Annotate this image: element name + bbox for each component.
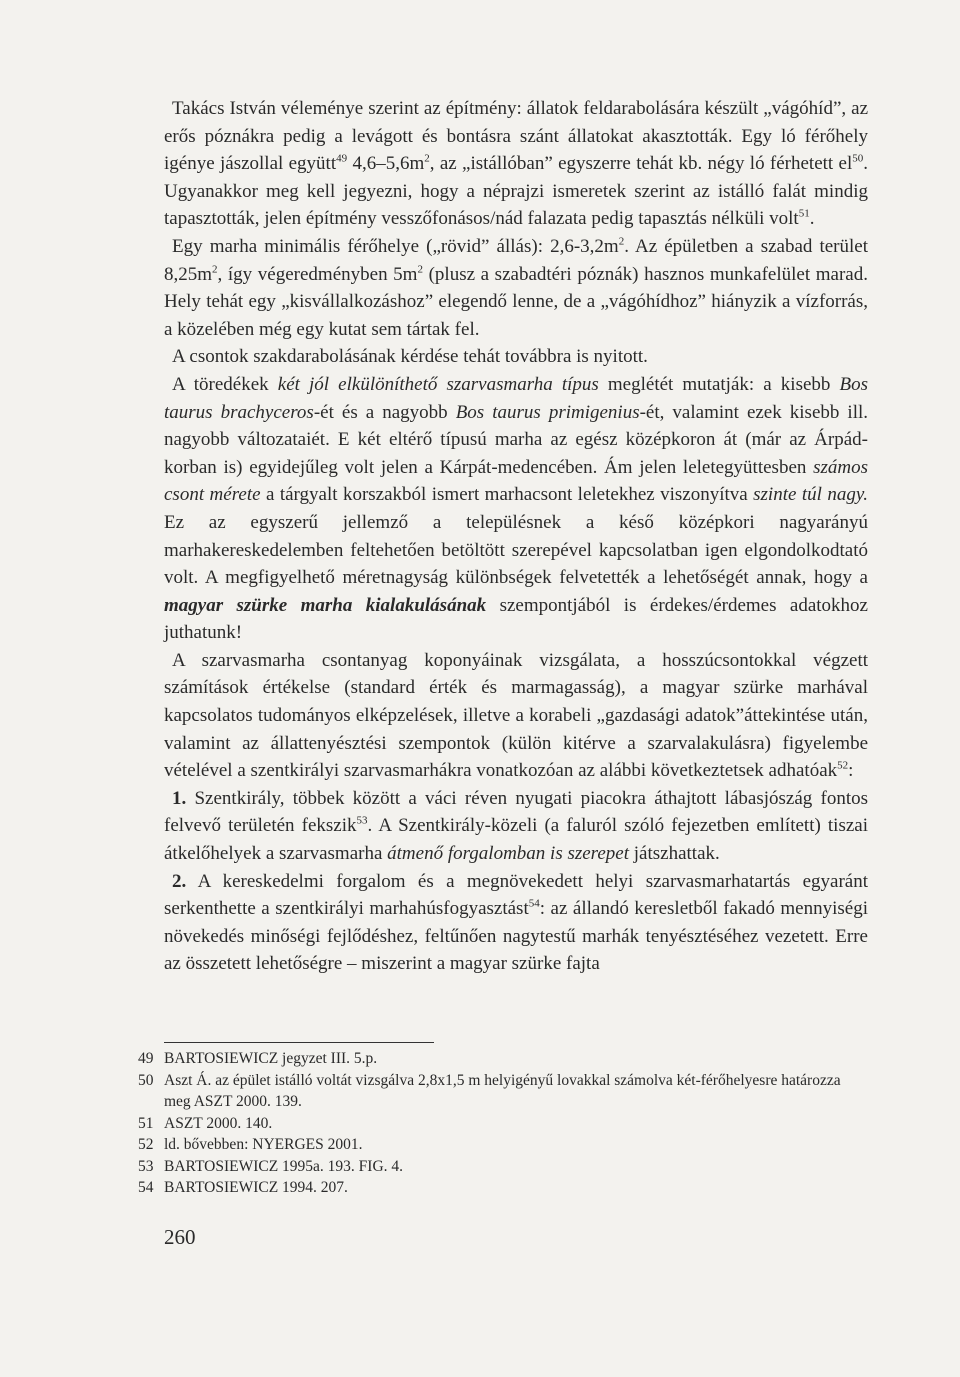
- text-run: átmenő forgalomban is szerepet: [387, 843, 630, 865]
- page-number: 260: [164, 1225, 196, 1249]
- footnote-ref: 52: [837, 759, 849, 772]
- text-run: . Ugyanakkor meg kell jegyezni, hogy a néprajzi ismeretek szerint az istálló falát mindig tapasztották, jelen építmény vesszőfonásos/nád falazata pedig tapasztás nélküli volt: [164, 153, 868, 230]
- paragraph: [164, 647, 868, 785]
- paragraph: [164, 343, 868, 371]
- paragraph: [164, 868, 868, 978]
- text-run: Bos taurus brachyceros: [164, 373, 868, 423]
- paragraph: [164, 233, 868, 343]
- text-run: -ét, valamint ezek kisebb ill. nagyobb változataiét. E két eltérő típusú marha az egész középkoron át (már az Árpád-korban is) egyidejűleg volt jelen a Kárpát-medencében. Ám jelen leletegyüttesben: [164, 401, 869, 478]
- text-run: 4,6–5,6m: [347, 153, 425, 175]
- footnote-number: 51: [138, 1114, 154, 1132]
- footnotes: [138, 1048, 868, 1199]
- text-run: (plusz a szabadtéri póznák) hasznos munkafelület marad. Hely tehát egy „kisvállalkozáshoz” elegendő lenne, de a „vágóhídhoz” hiányzik a vízforrás, a közelében még egy kutat sem tártak fel.: [164, 263, 868, 340]
- text-run: Szentkirály, többek között a váci réven nyugati piacokra áthajtott lábasjószág fontos felvevő területén fekszik: [164, 787, 868, 837]
- footnote: [138, 1134, 868, 1156]
- footnote-text: BARTOSIEWICZ jegyzet III. 5.p.: [164, 1050, 378, 1067]
- footnote-text: BARTOSIEWICZ 1995a. 193. FIG. 4.: [164, 1157, 404, 1175]
- footnote-number: 49: [138, 1050, 154, 1067]
- text-run: . A Szentkirály-közeli (a faluról szóló fejezetben említett) tiszai átkelőhelyek a szarvasmarha: [164, 815, 868, 865]
- footnote: [138, 1070, 868, 1113]
- text-run: -ét és a nagyobb: [313, 401, 456, 423]
- text-run: magyar szürke marha kialakulásának: [164, 594, 487, 616]
- footnote-ref: 49: [336, 152, 348, 165]
- footnote-ref: 54: [528, 897, 540, 910]
- footnote-ref: 2: [618, 235, 625, 248]
- footnote: [138, 1048, 868, 1070]
- text-run: A töredékek: [172, 373, 278, 395]
- text-run: meglétét mutatják: a kisebb: [598, 373, 840, 395]
- paragraph: [164, 95, 868, 233]
- footnote-text: ld. bővebben: NYERGES 2001.: [164, 1136, 363, 1153]
- text-run: 2.: [172, 870, 187, 892]
- footnote: [138, 1177, 868, 1199]
- text-run: .: [809, 208, 815, 230]
- text-run: :: [848, 760, 854, 782]
- text-run: Takács István véleménye szerint az építmény: állatok feldarabolására készült „vágóhíd”, az erős póznákra pedig a levágott és bontásra szánt állatokat akasztották. Egy ló férőhely igénye jászollal együtt: [164, 98, 868, 175]
- paragraph: [164, 785, 868, 868]
- text-run: szinte túl nagy.: [753, 484, 868, 506]
- footnote-number: 54: [138, 1179, 154, 1196]
- footnote-text: Aszt Á. az épület istálló voltát vizsgálva 2,8x1,5 m helyigényű lovakkal számolva két-férőhelyesre határozza meg ASZT 2000. 139.: [164, 1071, 841, 1110]
- footnote-text: BARTOSIEWICZ 1994. 207.: [164, 1179, 348, 1196]
- footnote-ref: 50: [852, 152, 864, 165]
- footnote-number: 52: [138, 1136, 154, 1153]
- text-run: , így végeredményben 5m: [217, 263, 418, 285]
- footnote-ref: 2: [417, 263, 423, 276]
- text-run: számos csont mérete: [164, 456, 868, 506]
- text-run: játszhattak.: [629, 843, 720, 865]
- footnote-ref: 2: [212, 263, 218, 276]
- text-run: szempontjából is érdekes/érdemes adatokhoz juthatunk!: [164, 594, 868, 644]
- footnote: [138, 1156, 868, 1178]
- text-run: Ez az egyszerű jellemző a településnek a késő középkori nagyarányú marhakereskedelemben feltehetően betöltött szerepével kapcsolatban igen elgondolkodtató volt. A megfigyelhető méretnagyság különbségek felvetették a lehetőségét annak, hogy a: [164, 511, 868, 589]
- paragraph: [164, 371, 868, 647]
- footnote-ref: 2: [424, 152, 430, 165]
- text-run: Bos taurus primigenius: [455, 401, 640, 423]
- footnote-ref: 51: [798, 208, 810, 221]
- text-run: A szarvasmarha csontanyag koponyáinak vizsgálata, a hosszúcsontokkal végzett számítások értékelse (standard érték és marmagasság), a magyar szürke marhával kapcsolatos tudományos elképzelések, illetve a korabeli „gazdasági adatok”áttekintése után, valamint az állattenyésztési szempontok (külön kitérve a szarvalakulásra) figyelembe vételével a szentkirályi szarvasmarhákra vonatkozóan az alábbi következtetsek adhatóak: [164, 649, 868, 782]
- text-run: : az állandó keresletből fakadó mennyiségi növekedés minőségi fejlődéshez, feltűnően nagytestű marhák tenyésztéséhez vezetett. Erre az összetett lehetőségre – miszerint a magyar szürke fajta: [164, 898, 868, 975]
- main-text: [164, 95, 868, 978]
- footnote-divider: [164, 1042, 434, 1043]
- text-run: A csontok szakdarabolásának kérdése tehát továbbra is nyitott.: [172, 346, 648, 368]
- text-run: , az „istállóban” egyszerre tehát kb. négy ló férhetett el: [429, 153, 853, 175]
- page-body: [164, 95, 868, 978]
- footnote: [138, 1113, 868, 1135]
- text-run: a tárgyalt korszakból ismert marhacsont leletekhez viszonyítva: [260, 484, 754, 506]
- text-run: A kereskedelmi forgalom és a megnövekedett helyi szarvasmarhatartás egyaránt serkenthette a szentkirályi marhahúsfogyasztást: [164, 870, 868, 920]
- footnote-number: 50: [138, 1071, 154, 1089]
- footnote-number: 53: [138, 1157, 154, 1175]
- footnote-text: ASZT 2000. 140.: [164, 1114, 273, 1132]
- text-run: . Az épületben a szabad terület 8,25m: [164, 235, 869, 285]
- text-run: Egy marha minimális férőhelye („rövid” állás): 2,6-3,2m: [172, 235, 619, 257]
- text-run: 1.: [172, 787, 187, 809]
- text-run: két jól elkülöníthető szarvasmarha típus: [277, 373, 599, 395]
- footnote-ref: 53: [356, 815, 368, 828]
